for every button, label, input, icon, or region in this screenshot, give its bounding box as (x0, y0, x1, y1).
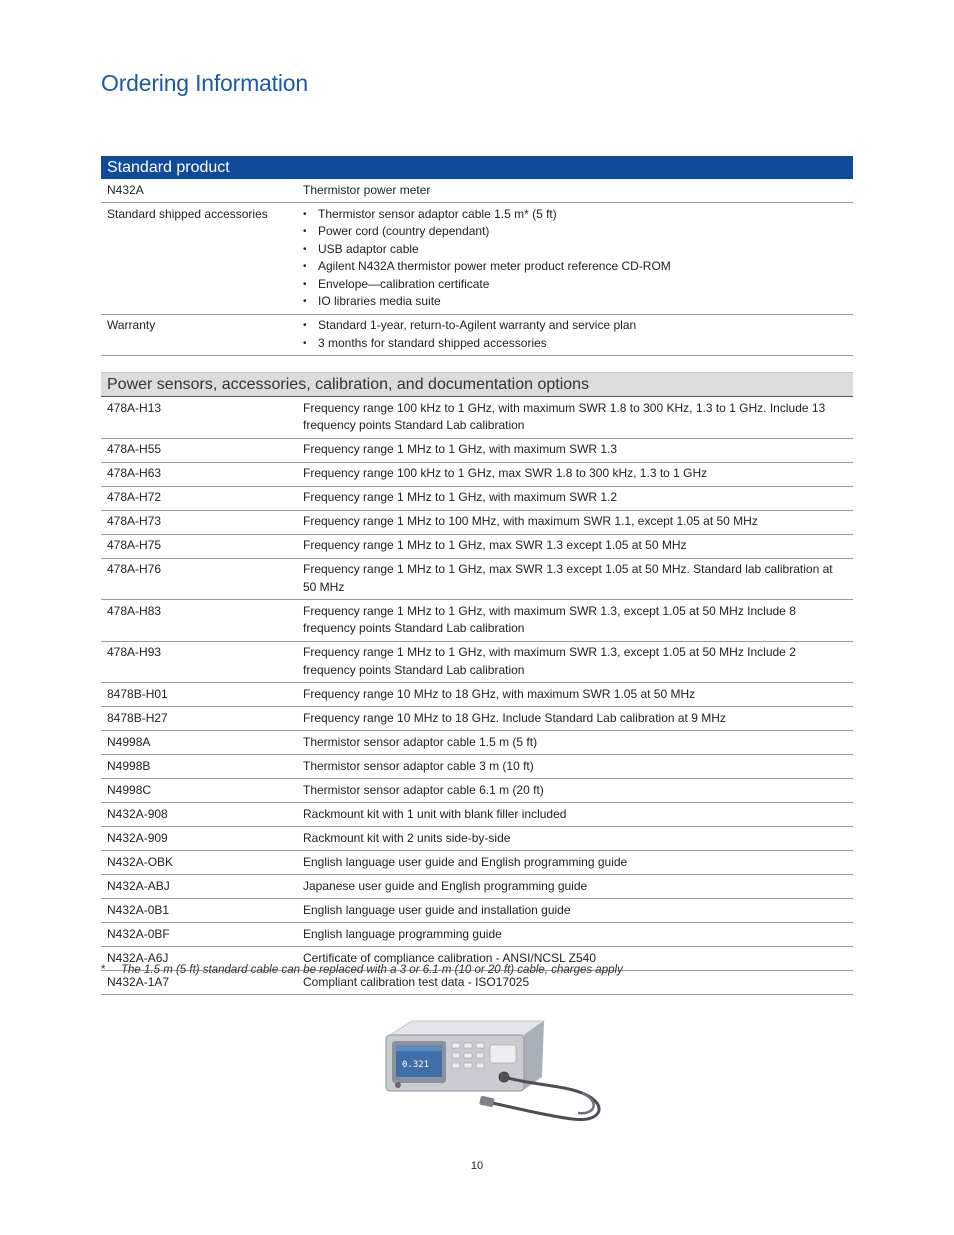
option-code: N432A-OBK (101, 851, 297, 875)
list-item: • Thermistor sensor adaptor cable 1.5 m* (5 ft) (303, 206, 847, 224)
options-table (101, 372, 853, 995)
option-description: Frequency range 1 MHz to 1 GHz, max SWR 1.3 except 1.05 at 50 MHz. Standard lab calibration at 50 MHz (297, 558, 853, 600)
option-code: N432A-0B1 (101, 899, 297, 923)
option-description: Rackmount kit with 1 unit with blank filler included (297, 803, 853, 827)
option-description: Japanese user guide and English programming guide (297, 875, 853, 899)
product-description (297, 203, 853, 315)
list-item: • Agilent N432A thermistor power meter product reference CD-ROM (303, 258, 847, 276)
option-code: 478A-H13 (101, 397, 297, 439)
option-description: Frequency range 1 MHz to 1 GHz, with maximum SWR 1.3, except 1.05 at 50 MHz Include 2 frequency points Standard Lab calibration (297, 641, 853, 683)
footnote (101, 964, 623, 976)
option-code: N432A-909 (101, 827, 297, 851)
option-code: N4998C (101, 779, 297, 803)
table-row (101, 438, 853, 462)
table-row (101, 179, 853, 203)
product-code: Standard shipped accessories (101, 203, 297, 315)
option-description: Frequency range 10 MHz to 18 GHz, with maximum SWR 1.05 at 50 MHz (297, 683, 853, 707)
option-code: N432A-908 (101, 803, 297, 827)
table-row (101, 397, 853, 439)
option-code: 8478B-H01 (101, 683, 297, 707)
footnote-text: The 1.5 m (5 ft) standard cable can be replaced with a 3 or 6.1 m (10 or 20 ft) cable, charges apply (121, 964, 623, 976)
option-description: Rackmount kit with 2 units side-by-side (297, 827, 853, 851)
option-code: 478A-H73 (101, 510, 297, 534)
option-code: 478A-H63 (101, 462, 297, 486)
table-row (101, 755, 853, 779)
power-meter-image (382, 1015, 614, 1127)
option-description: Frequency range 10 MHz to 18 GHz. Include Standard Lab calibration at 9 MHz (297, 707, 853, 731)
option-description: Frequency range 1 MHz to 1 GHz, with maximum SWR 1.3 (297, 438, 853, 462)
section-header (101, 156, 853, 179)
table-row (101, 803, 853, 827)
table-row (101, 851, 853, 875)
option-description: Frequency range 1 MHz to 1 GHz, with maximum SWR 1.2 (297, 486, 853, 510)
table-row (101, 683, 853, 707)
power-button (395, 1082, 401, 1088)
option-description: Certificate of compliance calibration - ANSI/NCSL Z540 (297, 947, 853, 971)
table-row (101, 203, 853, 315)
list-item: • USB adaptor cable (303, 241, 847, 259)
product-description (297, 314, 853, 356)
option-code: 478A-H75 (101, 534, 297, 558)
bullet-list (303, 206, 847, 311)
section-title: Power sensors, accessories, calibration, and documentation options (101, 373, 853, 397)
option-code: N432A-0BF (101, 923, 297, 947)
table-row (101, 314, 853, 356)
option-description: English language user guide and installation guide (297, 899, 853, 923)
option-description: English language programming guide (297, 923, 853, 947)
option-code: N432A-ABJ (101, 875, 297, 899)
option-description: Thermistor sensor adaptor cable 6.1 m (20 ft) (297, 779, 853, 803)
option-description: Compliant calibration test data - ISO17025 (297, 971, 853, 995)
page-title: Ordering Information (101, 70, 308, 96)
option-code: 478A-H55 (101, 438, 297, 462)
table-row (101, 462, 853, 486)
list-item: • 3 months for standard shipped accessories (303, 335, 847, 353)
section-header (101, 373, 853, 397)
standard-product-table (101, 156, 853, 356)
list-item: • Standard 1-year, return-to-Agilent warranty and service plan (303, 317, 847, 335)
table-row (101, 923, 853, 947)
list-item: • Envelope—calibration certificate (303, 276, 847, 294)
table-row (101, 534, 853, 558)
table-row (101, 510, 853, 534)
option-code: 478A-H76 (101, 558, 297, 600)
option-description: Frequency range 1 MHz to 1 GHz, with maximum SWR 1.3, except 1.05 at 50 MHz Include 8 frequency points Standard Lab calibration (297, 600, 853, 642)
option-code: N4998B (101, 755, 297, 779)
meter-top-panel (390, 1021, 544, 1035)
option-code: N432A-A6J (101, 947, 297, 971)
page-number: 10 (470, 1160, 484, 1172)
table-row (101, 731, 853, 755)
option-description: English language user guide and English programming guide (297, 851, 853, 875)
option-code: 478A-H83 (101, 600, 297, 642)
option-description: Thermistor sensor adaptor cable 1.5 m (5 ft) (297, 731, 853, 755)
product-description: Thermistor power meter (297, 179, 853, 203)
section-title: Standard product (101, 156, 853, 179)
meter-display-value: 0.321 (402, 1060, 430, 1070)
table-row (101, 707, 853, 731)
option-code: 8478B-H27 (101, 707, 297, 731)
option-code: N432A-1A7 (101, 971, 297, 995)
option-description: Frequency range 1 MHz to 1 GHz, max SWR 1.3 except 1.05 at 50 MHz (297, 534, 853, 558)
table-row (101, 641, 853, 683)
list-item: • IO libraries media suite (303, 293, 847, 311)
option-description: Frequency range 100 kHz to 1 GHz, max SWR 1.8 to 300 kHz, 1.3 to 1 GHz (297, 462, 853, 486)
table-row (101, 558, 853, 600)
table-row (101, 779, 853, 803)
option-code: N4998A (101, 731, 297, 755)
table-row (101, 486, 853, 510)
product-code: Warranty (101, 314, 297, 356)
table-row (101, 875, 853, 899)
table-row (101, 600, 853, 642)
table-row (101, 827, 853, 851)
option-description: Frequency range 100 kHz to 1 GHz, with maximum SWR 1.8 to 300 KHz, 1.3 to 1 GHz. Include 13 frequency points Standard Lab calibration (297, 397, 853, 439)
list-item: • Power cord (country dependant) (303, 223, 847, 241)
table-row (101, 899, 853, 923)
option-description: Frequency range 1 MHz to 100 MHz, with maximum SWR 1.1, except 1.05 at 50 MHz (297, 510, 853, 534)
option-description: Thermistor sensor adaptor cable 3 m (10 ft) (297, 755, 853, 779)
option-code: 478A-H93 (101, 641, 297, 683)
bullet-list (303, 317, 847, 352)
option-code: 478A-H72 (101, 486, 297, 510)
footnote-marker: * (101, 964, 106, 976)
product-code: N432A (101, 179, 297, 203)
